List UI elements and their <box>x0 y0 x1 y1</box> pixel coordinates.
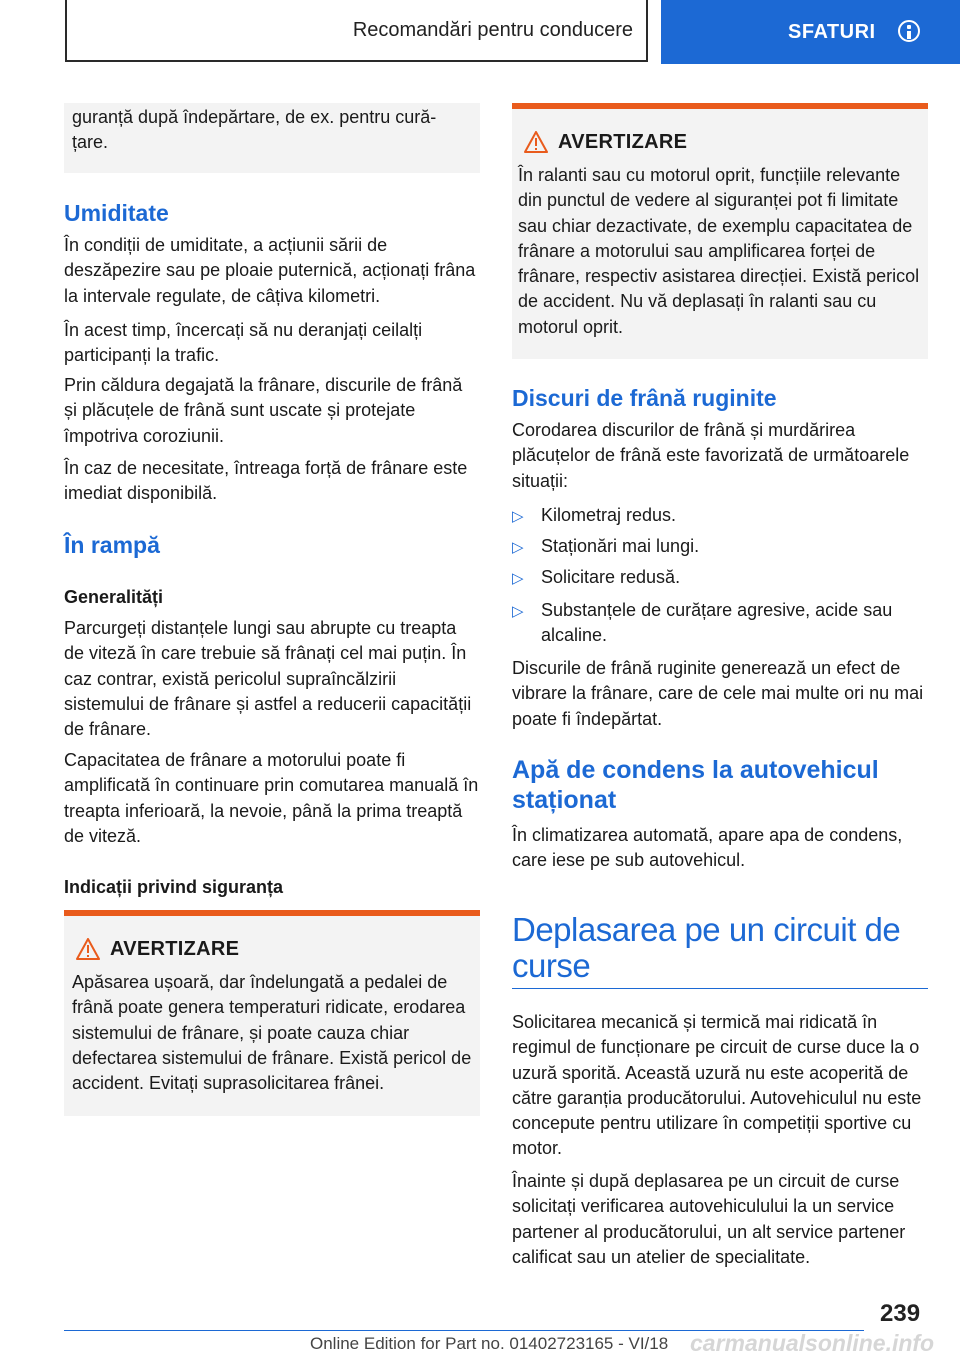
warning-triangle-icon <box>76 938 100 960</box>
warning-triangle-icon <box>524 131 548 153</box>
discuri-intro: Corodarea discurilor de frână și murdărirea plăcuțelor de frână este favorizată de următoarele situații: <box>512 420 910 491</box>
bullet-triangle-icon: ▷ <box>512 603 524 620</box>
discuri-outro: Discurile de frână ruginite generează un efect de vibrare la frânare, care de cele mai multe ori nu mai poate fi îndepărtat. <box>512 658 924 729</box>
circuit-paragraph-1: Solicitarea mecanică și termică mai ridicată în regimul de funcționare pe circuit de curse duce la o uzură sporită. Această uzură nu este acoperită de către garanția producătorului. Autovehiculul nu este concepute pentru utilizare în competiții sportive cu motor. <box>512 1012 922 1159</box>
warning-text: Apăsarea ușoară, dar îndelungată a pedalei de frână poate genera temperaturi ridicate, erodarea sistemului de frânare, și poate cauza chiar defectarea sistemului de frânare. Există pericol de accident. Evitați suprasolicitarea frânei. <box>72 972 472 1094</box>
heading-circuit-curse: Deplasarea pe un circuit de curse <box>512 911 901 984</box>
warning-text: În ralanti sau cu motorul oprit, funcțiile relevante din punctul de vedere al siguranței pot fi limitate sau chiar dezactivate, de exemplu capacitatea de frânare a motorului sau amplificarea forței de frânare, respectiv asistarea direcției. Există pericol de accident. Nu vă deplasați în ralanti sau cu motorul oprit. <box>518 165 920 337</box>
page-number: 239 <box>880 1300 921 1327</box>
condens-text: În climatizarea automată, apare apa de condens, care iese pe sub autovehicul. <box>512 825 903 871</box>
chapter-title: SFATURI <box>788 20 876 43</box>
bullet-triangle-icon: ▷ <box>512 508 524 525</box>
bullet-triangle-icon: ▷ <box>512 539 524 556</box>
rampa-paragraph-1: Parcurgeți distanțele lungi sau abrupte cu treapta de viteză în care trebuie să frânați cel mai puțin. În caz contrar, există pericolul supraîncălzirii sistemului de frânare și astfel a reducerii capacității de frânare. <box>64 618 472 740</box>
heading-indicatii-siguranta: Indicații privind siguranța <box>64 877 284 897</box>
continued-note-text: guranță după îndepărtare, de ex. pentru cură-țare. <box>72 107 437 153</box>
heading-generalitati: Generalități <box>64 587 164 607</box>
rampa-paragraph-2: Capacitatea de frânare a motorului poate fi amplificată în continuare prin comutarea manuală în treapta inferioară, la nevoie, până la prima treaptă de viteză. <box>64 750 479 846</box>
heading-discuri-ruginite: Discuri de frână ruginite <box>512 385 777 411</box>
header-section-label <box>65 0 648 62</box>
heading-in-rampa: În rampă <box>64 532 160 558</box>
info-icon[interactable] <box>898 20 920 42</box>
bullet-triangle-icon: ▷ <box>512 570 524 587</box>
warning-title: AVERTIZARE <box>558 131 688 153</box>
heading-underline <box>512 988 928 989</box>
circuit-paragraph-2: Înainte și după deplasarea pe un circuit de curse solicitați verificarea autovehiculului la un service partener al producătorului, un alt service partener calificat sau un atelier de specialitate. <box>512 1171 906 1267</box>
edition-text: Online Edition for Part no. 01402723165 - VI/18 <box>310 1334 669 1353</box>
section-title: Recomandări pentru conducere <box>352 18 633 41</box>
heading-apa-condens: Apă de condens la autovehicul staționat <box>512 756 879 814</box>
header-chapter-tab[interactable] <box>661 0 960 64</box>
watermark: carmanualsonline.info <box>690 1330 935 1356</box>
warning-title: AVERTIZARE <box>110 938 240 960</box>
umiditate-paragraph-1: În condiții de umiditate, a acțiunii sării de deszăpezire sau pe ploaie puternică, acționați frâna la intervale regulate, de câțiva kilometri. <box>64 235 476 306</box>
heading-umiditate: Umiditate <box>64 200 169 226</box>
umiditate-paragraph-2: În acest timp, încercați să nu deranjați ceilalți participanți la trafic. <box>64 320 423 366</box>
umiditate-paragraph-3: Prin căldura degajată la frânare, discurile de frână și plăcuțele de frână sunt uscate și protejate împotriva coroziunii. <box>64 375 463 446</box>
umiditate-paragraph-4: În caz de necesitate, întreaga forță de frânare este imediat disponibilă. <box>64 458 468 504</box>
